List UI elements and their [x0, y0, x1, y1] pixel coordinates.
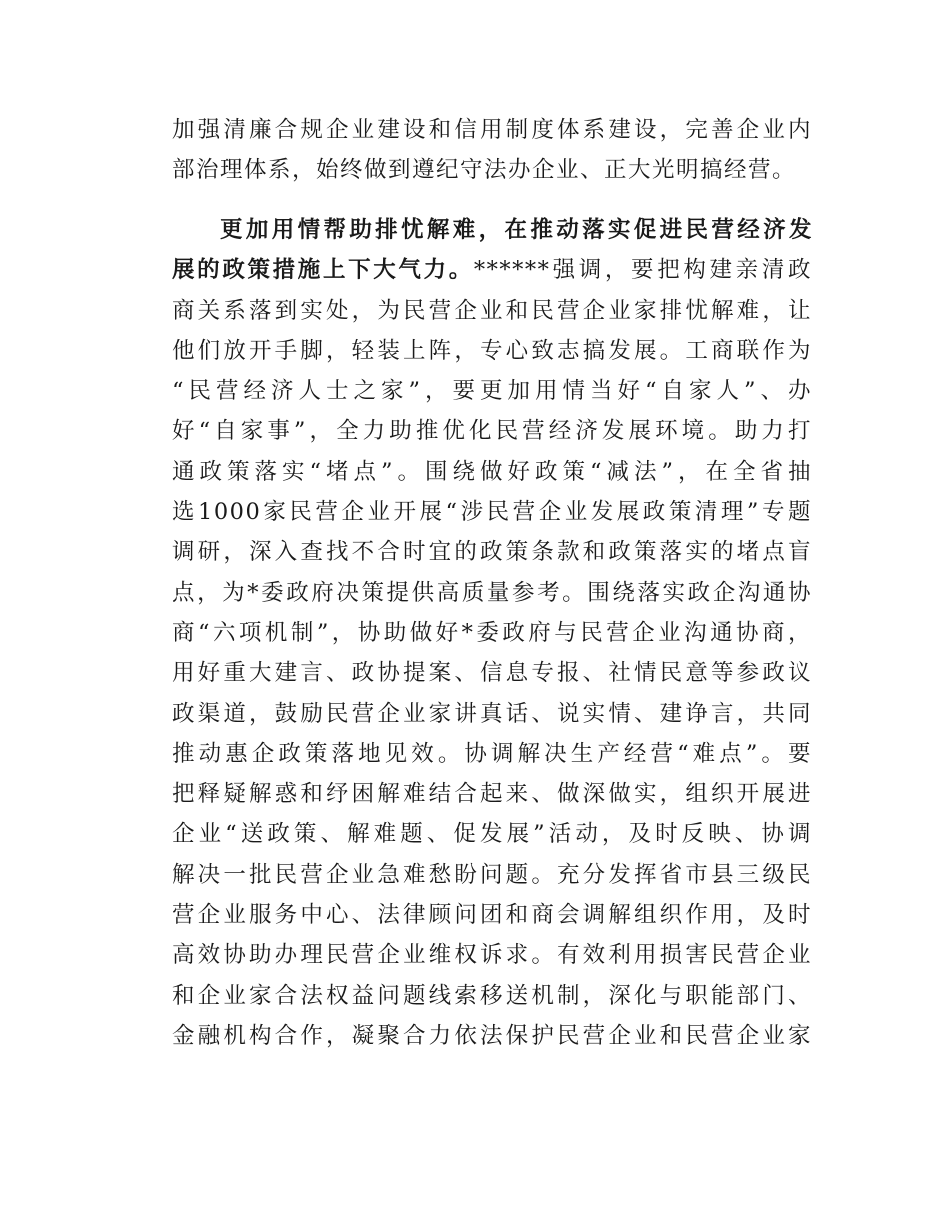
text-line: 好“自家事”，全力助推优化民营经济发展环境。助力打 [172, 418, 812, 445]
text-line: 解决一批民营企业急难愁盼问题。充分发挥省市县三级民 [172, 861, 812, 888]
text-line: 金融机构合作，凝聚合力依法保护民营企业和民营企业家 [172, 1022, 812, 1049]
text-line: “民营经济人士之家”，要更加用情当好“自家人”、办 [172, 378, 812, 405]
text-line: 调研，深入查找不合时宜的政策条款和政策落实的堵点盲 [172, 539, 812, 566]
heading-line-rest: ******强调，要把构建亲清政 [473, 257, 812, 284]
text-line: 商“六项机制”，协助做好*委政府与民营企业沟通协商， [172, 619, 812, 646]
text-line: 营企业服务中心、法律顾问团和商会调解组织作用，及时 [172, 902, 812, 929]
paragraph-heading-tail: 展的政策措施上下大气力。 [172, 257, 474, 284]
text-line: 用好重大建言、政协提案、信息专报、社情民意等参政议 [172, 660, 812, 687]
paragraph-heading-line: 更加用情帮助排忧解难，在推动落实促进民营经济发 [220, 217, 812, 243]
text-line: 高效协助办理民营企业维权诉求。有效利用损害民营企业 [172, 942, 812, 969]
text-line: 点，为*委政府决策提供高质量参考。围绕落实政企沟通协 [172, 579, 812, 606]
text-line: 推动惠企政策落地见效。协调解决生产经营“难点”。要 [172, 740, 812, 767]
text-line: 商关系落到实处，为民营企业和民营企业家排忧解难，让 [172, 297, 812, 324]
paragraph-continuation [172, 110, 812, 191]
text-line: 他们放开手脚，轻装上阵，专心致志搞发展。工商联作为 [172, 337, 812, 364]
text-line: 把释疑解惑和纾困解难结合起来、做深做实，组织开展进 [172, 781, 812, 808]
text-line: 加强清廉合规企业建设和信用制度体系建设，完善企业内 [172, 117, 812, 143]
text-line: 和企业家合法权益问题线索移送机制，深化与职能部门、 [172, 982, 812, 1009]
text-line: 选1000家民营企业开展“涉民营企业发展政策清理”专题 [172, 499, 812, 526]
text-line: 部治理体系，始终做到遵纪守法办企业、正大光明搞经营。 [172, 157, 797, 184]
heading-mixed-line [172, 250, 812, 290]
paragraph-main [172, 210, 812, 1056]
text-line: 通政策落实“堵点”。围绕做好政策“减法”，在全省抽 [172, 458, 812, 485]
text-line: 政渠道，鼓励民营企业家讲真话、说实情、建诤言，共同 [172, 700, 812, 727]
text-line: 企业“送政策、解难题、促发展”活动，及时反映、协调 [172, 821, 812, 848]
